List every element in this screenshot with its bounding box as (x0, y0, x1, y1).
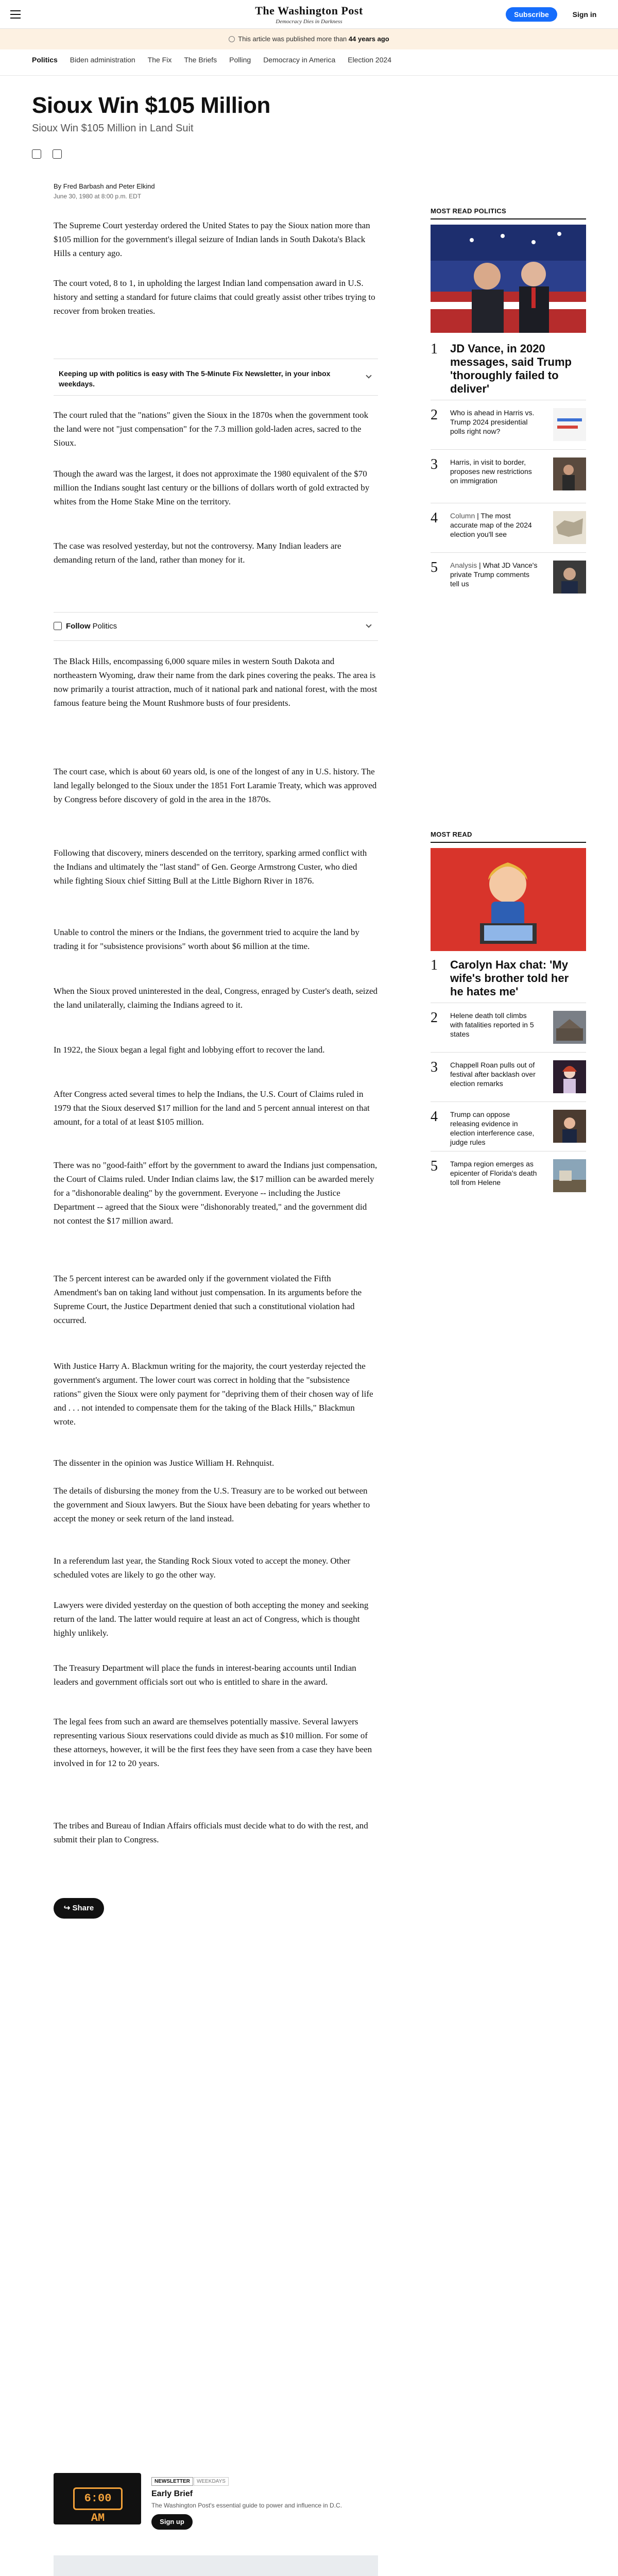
masthead-tagline: Democracy Dies in Darkness (276, 19, 342, 25)
most-read-item[interactable] (431, 1159, 586, 1192)
performer-thumbnail[interactable] (553, 1060, 586, 1093)
most-read-politics-item[interactable]: 4 Column | The most accurate map of the 2024 election you'll see (431, 511, 586, 544)
masthead-logo[interactable]: The Washington Post (255, 4, 363, 17)
rank-number: 4 (431, 1109, 438, 1125)
rank-number: 3 (431, 1059, 438, 1075)
nav-divider (0, 75, 618, 76)
alarm-clock-illustration (54, 2473, 141, 2524)
story-title[interactable]: JD Vance, in 2020 messages, said Trump 'thoroughly failed to deliver' (450, 342, 572, 395)
story-title[interactable]: Chappell Roan pulls out of festival after backlash over election remarks (450, 1061, 536, 1088)
article-paragraph: The details of disbursing the money from the U.S. Treasury are to be worked out between the government and Sioux lawyers. But the Sioux have been debating for years whether to accept the money or seek return of the land instead. (54, 1486, 370, 1523)
article-paragraph: There was no "good-faith" effort by the government to award the Indians just compensation, the Court of Claims ruled. Under Indian claims law, the $17 million can be awarded merely for a "dishonorable dealing" by the government. Everyone -- including the Justice Department -- agreed that the Sioux were "dishonorably treated," and the government did not contest the $17 million award. (54, 1160, 377, 1226)
divider (431, 1052, 586, 1053)
newsletter-promo-text: Keeping up with politics is easy with The 5-Minute Fix Newsletter, in your inbox weekdays. (59, 369, 331, 388)
article-paragraph: Lawyers were divided yesterday on the question of both accepting the money and seeking return of the land. The latter would require at least an act of Congress, which is thought highly unlikely. (54, 1600, 369, 1638)
article-paragraph: When the Sioux proved uninterested in the deal, Congress, enraged by Custer's death, seized the land unilaterally, claiming the Indians agreed to it. (54, 986, 378, 1010)
article-paragraph: The Supreme Court yesterday ordered the United States to pay the Sioux nation more than $105 million for the government's illegal seizure of Indian lands in South Dakota's Black Hills a century ago. (54, 221, 370, 258)
nav-item-politics[interactable]: Politics (32, 56, 58, 64)
article-paragraph: The tribes and Bureau of Indian Affairs officials must decide what to do with the rest, and submit their plan to Congress. (54, 1821, 368, 1844)
section-nav (32, 56, 391, 71)
storm-damage-thumbnail[interactable] (553, 1011, 586, 1044)
nav-item-biden-administration[interactable]: Biden administration (70, 56, 135, 64)
article-paragraph: With Justice Harry A. Blackmun writing for the majority, the court yesterday rejected the government's argument. The lower court was correct in holding that the "subsistence rations" given the Sioux were only payment for "depriving them of their chosen way of life and . . . not intended to compensate them for the taking of the Black Hills," Blackmun wrote. (54, 1361, 373, 1427)
nav-item-polling[interactable]: Polling (229, 56, 251, 64)
publish-date: June 30, 1980 at 8:00 p.m. EDT (54, 193, 142, 200)
article-paragraph: Though the award was the largest, it does not approximate the 1980 equivalent of the $70 million the Indians sought last century or the billions of dollars worth of gold extracted by whites from the Home Stake Mine on the territory. (54, 469, 370, 506)
follow-topic-box[interactable] (54, 612, 378, 641)
top-bar (0, 0, 618, 29)
rally-photo[interactable] (431, 225, 586, 333)
subscribe-button[interactable]: Subscribe (506, 7, 557, 22)
share-toolbar (32, 149, 62, 159)
share-label: Share (72, 1904, 94, 1912)
carolyn-hax-illustration[interactable] (431, 848, 586, 951)
clock-readout: 6:00 AM (73, 2487, 123, 2510)
border-photo-thumbnail[interactable] (553, 457, 586, 490)
plus-icon[interactable] (54, 622, 62, 630)
section-rule (431, 842, 586, 843)
story-title[interactable]: Harris, in visit to border, proposes new restrictions on immigration (450, 458, 532, 485)
newsletter-promo[interactable] (54, 359, 378, 396)
sponsored-ad[interactable] (54, 2555, 378, 2576)
most-read-politics-item[interactable] (431, 408, 586, 441)
rank-number: 5 (431, 1158, 438, 1174)
story-kicker: Analysis (450, 561, 477, 569)
nav-item-democracy-in-america[interactable]: Democracy in America (263, 56, 336, 64)
banner-age: 44 years ago (348, 35, 389, 43)
rank-number: 4 (431, 510, 438, 526)
newsletter-frequency: WEEKDAYS (194, 2477, 229, 2486)
most-read-item[interactable] (431, 957, 586, 998)
most-read-politics-item[interactable]: 5 Analysis | What JD Vance's private Trump comments tell us (431, 561, 586, 594)
article-paragraph: The court voted, 8 to 1, in upholding the largest Indian land compensation award in U.S. history and setting a standard for future claims that could greatly assist other tribes trying to recover from broken treaties. (54, 278, 375, 316)
poll-chart-thumbnail[interactable] (553, 408, 586, 441)
divider (431, 552, 586, 553)
most-read-politics-heading: MOST READ POLITICS (431, 207, 506, 215)
article-paragraph: In a referendum last year, the Standing Rock Sioux voted to accept the money. Other scheduled votes are likely to go the other way. (54, 1556, 351, 1580)
story-title[interactable]: What JD Vance's private Trump comments tell us (450, 561, 538, 588)
follow-label[interactable]: Follow (66, 622, 91, 631)
most-read-item[interactable] (431, 1011, 586, 1044)
comment-icon[interactable] (53, 149, 62, 159)
article-paragraph: The legal fees from such an award are themselves potentially massive. Several lawyers representing various Sioux reservations could divide as much as $10 million. For some of these attorneys, however, it will be the first fees they have seen from a case they have been involved in for 12 to 20 years. (54, 1717, 372, 1768)
chevron-down-icon[interactable] (366, 622, 371, 628)
portrait-thumbnail[interactable] (553, 561, 586, 594)
newsletter-signup-card (54, 2473, 378, 2540)
article-paragraph: In 1922, the Sioux began a legal fight and lobbying effort to recover the land. (54, 1045, 325, 1055)
article-paragraph: Unable to control the miners or the Indians, the government tried to acquire the land by trading it for "subsistence provisions" worth about $6 million at the time. (54, 927, 359, 951)
newsletter-description: The Washington Post's essential guide to power and influence in D.C. (151, 2502, 342, 2509)
rank-number: 1 (431, 341, 438, 357)
courtroom-thumbnail[interactable] (553, 1110, 586, 1143)
nav-item-election-2024[interactable]: Election 2024 (348, 56, 392, 64)
rank-number: 2 (431, 1010, 438, 1026)
most-read-politics-item[interactable] (431, 341, 586, 395)
article-paragraph: The court case, which is about 60 years old, is one of the longest of any in U.S. history. The land legally belonged to the Sioux under the 1851 Fort Laramie Treaty, which was approved by Congress before discovery of gold in the area in the 1870s. (54, 767, 377, 804)
most-read-item[interactable] (431, 1060, 586, 1093)
story-title[interactable]: Who is ahead in Harris vs. Trump 2024 presidential polls right now? (450, 409, 535, 435)
banner-text: This article was published more than (238, 35, 347, 43)
article-deck: Sioux Win $105 Million in Land Suit (32, 123, 194, 134)
clock-icon (229, 36, 235, 42)
signin-button[interactable]: Sign in (572, 10, 597, 19)
story-title[interactable]: The most accurate map of the 2024 election you'll see (450, 512, 532, 538)
most-read-heading: MOST READ (431, 831, 472, 838)
most-read-item[interactable] (431, 1109, 586, 1146)
story-title[interactable]: Helene death toll climbs with fatalities reported in 5 states (450, 1011, 534, 1038)
follow-topic: Politics (92, 622, 117, 631)
story-title[interactable]: Tampa region emerges as epicenter of Florida's death toll from Helene (450, 1160, 537, 1187)
flood-thumbnail[interactable] (553, 1159, 586, 1192)
rank-number: 3 (431, 456, 438, 472)
article-paragraph: The case was resolved yesterday, but not the controversy. Many Indian leaders are demanding return of the land, rather than money for it. (54, 541, 341, 565)
article-paragraph: The dissenter in the opinion was Justice William H. Rehnquist. (54, 1458, 274, 1468)
share-icon[interactable] (32, 149, 41, 159)
chevron-down-icon[interactable] (366, 372, 371, 378)
article-paragraph: Following that discovery, miners descended on the territory, sparking armed conflict with the Indians and ultimately the "last stand" of Gen. George Armstrong Custer, who died while fighting Sioux chief Sitting Bull at the Little Bighorn River in 1876. (54, 848, 367, 886)
nav-item-the-briefs[interactable]: The Briefs (184, 56, 217, 64)
divider (431, 449, 586, 450)
rank-number: 2 (431, 407, 438, 423)
story-title[interactable]: Carolyn Hax chat: 'My wife's brother told her he hates me' (450, 958, 569, 998)
archive-banner (0, 29, 618, 49)
section-rule (431, 218, 586, 219)
story-kicker: Column (450, 512, 475, 520)
map-thumbnail[interactable] (553, 511, 586, 544)
rank-number: 5 (431, 560, 438, 575)
article-paragraph: The 5 percent interest can be awarded only if the government violated the Fifth Amendment's ban on taking land without just compensation. In its arguments before the Supreme Court, the Justice Department denied that such a constitutional violation had occurred. (54, 1274, 362, 1325)
newsletter-tag: NEWSLETTER (151, 2477, 193, 2486)
newsletter-title: Early Brief (151, 2489, 193, 2498)
divider (431, 1101, 586, 1102)
most-read-politics-item[interactable] (431, 457, 586, 495)
story-title[interactable]: Trump can oppose releasing evidence in election interference case, judge rules (450, 1110, 535, 1146)
article-paragraph: The court ruled that the "nations" given the Sioux in the 1870s when the government took the land were not "just compensation" for the 7.3 million gold-laden acres, sacred to the Sioux. (54, 410, 369, 448)
article-paragraph: After Congress acted several times to help the Indians, the U.S. Court of Claims ruled in 1979 that the Sioux deserved $17 million for the land and 5 percent annual interest on that amount, for a total of at least $105 million. (54, 1089, 370, 1127)
article-headline: Sioux Win $105 Million (32, 93, 270, 118)
rank-number: 1 (431, 957, 438, 973)
newsletter-signup-button[interactable]: Sign up (151, 2514, 193, 2530)
garden-office-ad-image[interactable] (54, 2555, 378, 2576)
byline[interactable]: By Fred Barbash and Peter Elkind (54, 182, 155, 190)
share-button[interactable]: ↪ Share (54, 1898, 104, 1919)
nav-item-the-fix[interactable]: The Fix (147, 56, 172, 64)
article-paragraph: The Black Hills, encompassing 6,000 square miles in western South Dakota and northeastern Wyoming, draw their name from the dark pines covering the peaks. The area is now primarily a tourist attraction, much of it national park and national forest, with the most famous feature being the Mount Rushmore busts of four presidents. (54, 656, 377, 708)
article-paragraph: The Treasury Department will place the funds in interest-bearing accounts until Indian leaders and government officials sort out who is entitled to share in the award. (54, 1663, 356, 1687)
